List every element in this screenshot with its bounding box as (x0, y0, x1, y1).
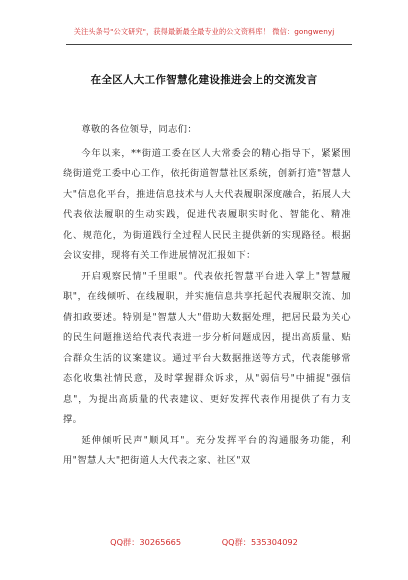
header-promo-note: 关注头条号"公文研究"，获得最新最全最专业的公文资料库！ 微信：gongwenyj (73, 27, 335, 36)
document-body (63, 120, 351, 472)
header-divider (66, 44, 352, 45)
salutation: 尊敬的各位领导，同志们： (81, 124, 198, 135)
paragraph-intro: 今年以来，**街道工委在区人大常委会的精心指导下，紧紧围绕街道党工委中心工作，依托街道智慧社区系统，创新打造"智慧人大"信息化平台，推进信息技术与人大代表履职深度融合，拓展人大代表依法履职的生动实践，促进代表履职实时化、智能化、精准化、规范化，为街道践行全过程人民民主提供新的实现路径。根据会议安排，现将有关工作进展情况汇报如下： (63, 147, 351, 261)
paragraph-observe-public-sentiment: 开启观察民情"千里眼"。代表依托智慧平台进入掌上"智慧履职"，在线倾听、在线履职，并实施信息共享托起代表履职交流、加倩扣政要述。特别是"智慧人大"借助大数据处理，把居民最为关心的民生问题推送给代表代表进一步分析问题成因，提出高质量、贴合群众生活的议案建议。通过平台大数据推送等方式，代表能够常态化收集社情民意，及时掌握群众诉求，从"弱信号"中捕捉"强信息"，为提出高质量的代表建议、更好发挥代表作用提供了有力支撑。 (63, 270, 351, 425)
footer-qq-group-2: QQ群：535304092 (221, 537, 298, 547)
paragraph-listen-public-voice: 延伸倾听民声"顺风耳"。充分发挥平台的沟通服务功能，利用"智慧人大"把街道人大代表之家、社区"双 (63, 434, 351, 466)
footer-qq-group-1: QQ群：30265665 (110, 537, 182, 547)
document-title: 在全区人大工作智慧化建设推进会上的交流发言 (90, 74, 318, 86)
footer-contact (0, 537, 408, 548)
